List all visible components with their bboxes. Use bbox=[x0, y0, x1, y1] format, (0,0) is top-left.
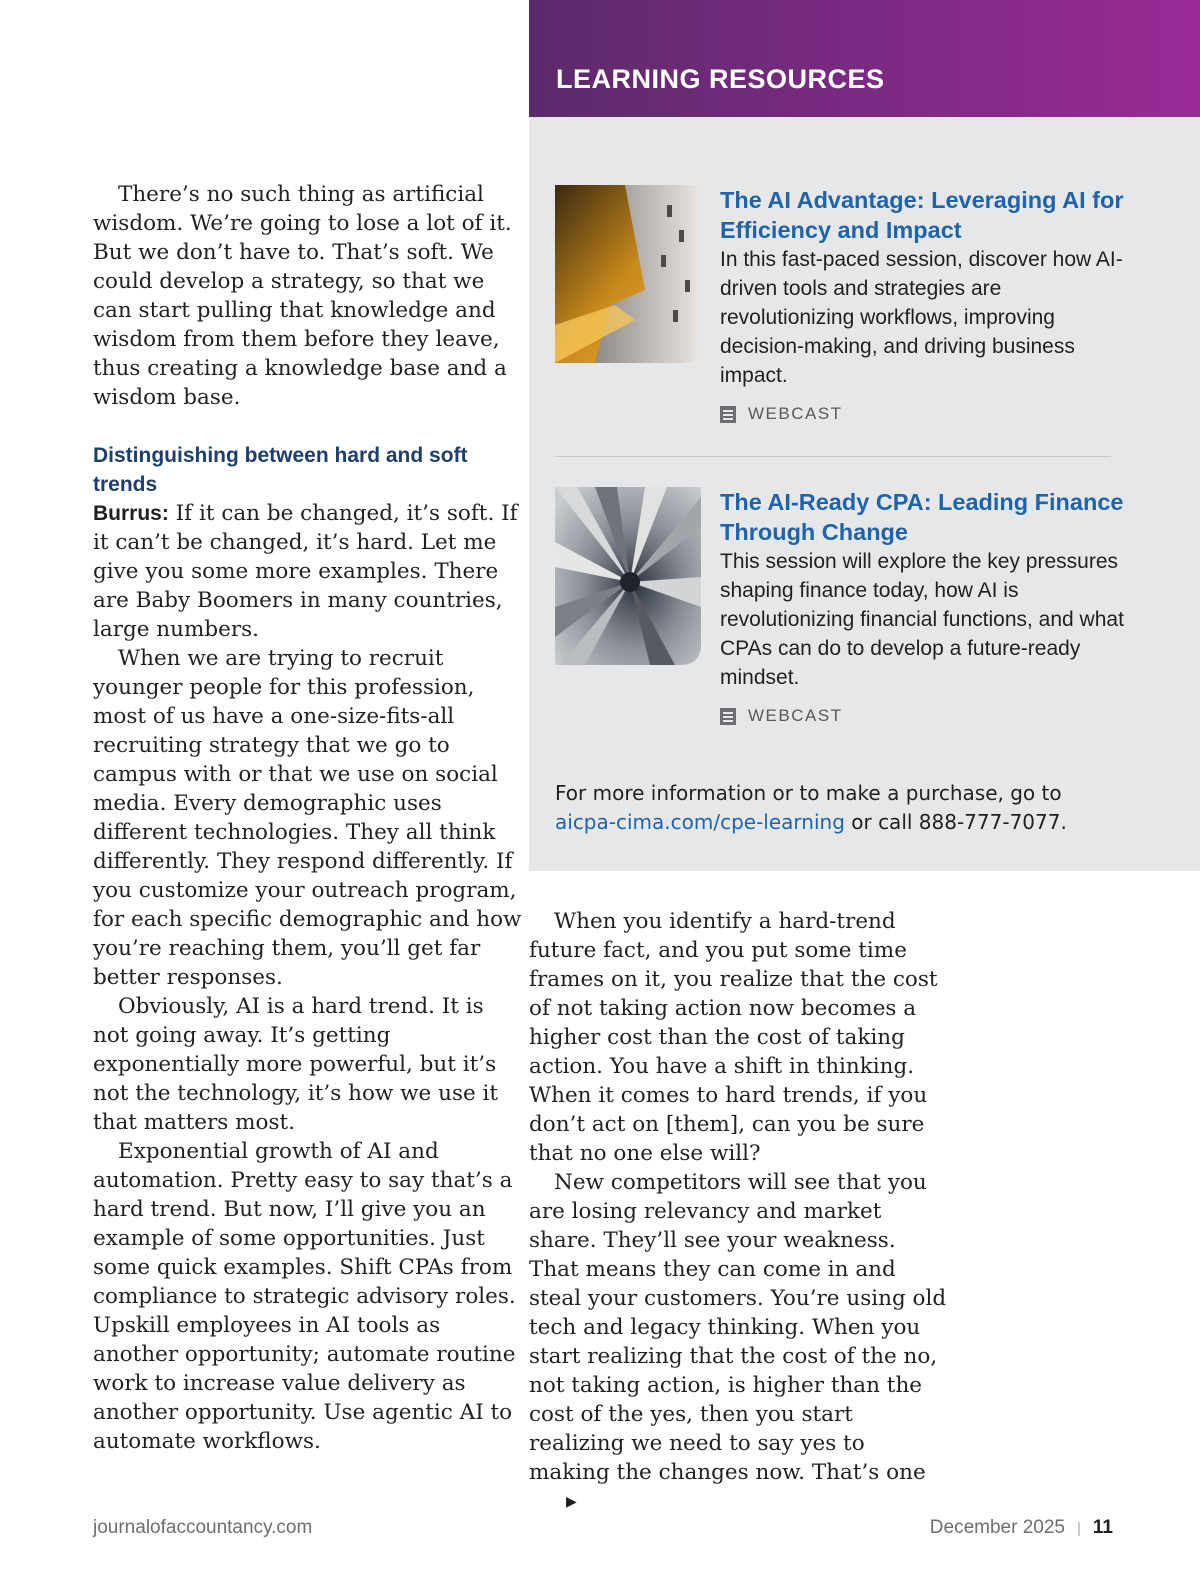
paragraph bbox=[93, 499, 523, 644]
continue-arrow-icon: ▶ bbox=[566, 1494, 577, 1510]
sidebar-header bbox=[529, 0, 1200, 117]
paragraph: When we are trying to recruit younger people for this profession, most of us have a one-size-fits-all recruiting strategy that we go to campus with or that we use on social media. Every demographic uses different technologies. They all think differently. They respond differently. If you customize your outreach program, for each specific demographic and how you’re reaching them, you’ll get far better responses. bbox=[93, 646, 522, 990]
resource-text bbox=[720, 185, 1125, 390]
paragraph: When you identify a hard-trend future fact, and you put some time frames on it, you realize that the cost of not taking action now becomes a higher cost than the cost of taking action. You have a shift in thinking. When it comes to hard trends, if you don’t act on [them], can you be sure that no one else will? bbox=[529, 909, 938, 1166]
sidebar-heading: LEARNING RESOURCES bbox=[556, 64, 885, 94]
resource-description: In this fast-paced session, discover how AI-driven tools and strategies are revolutionizing workflows, improving decision-making, and driving business impact. bbox=[720, 248, 1123, 387]
paragraph bbox=[529, 1168, 949, 1517]
resource-description: This session will explore the key pressures shaping finance today, how AI is revolutionizing financial functions, and what CPAs can do to develop a future-ready mindset. bbox=[720, 550, 1124, 689]
resource-item[interactable] bbox=[555, 487, 1124, 737]
article-right-column bbox=[529, 907, 949, 1517]
section-subhead: Distinguishing between hard and soft trends bbox=[93, 444, 468, 496]
resource-thumbnail[interactable] bbox=[555, 487, 701, 665]
paragraph: Exponential growth of AI and automation. Pretty easy to say that’s a hard trend. But now, I’ll give you an example of some opportunities. Just some quick examples. Shift CPAs from compliance to strategic advisory roles. Upskill employees in AI tools as another opportunity; automate routine work to increase value delivery as another opportunity. Use agentic AI to automate workflows. bbox=[93, 1139, 516, 1454]
article-left-column bbox=[93, 180, 523, 1456]
paragraph: Obviously, AI is a hard trend. It is not going away. It’s getting exponentially more powerful, but it’s not the technology, it’s how we use it that matters most. bbox=[93, 994, 499, 1135]
resource-tag bbox=[720, 706, 843, 726]
resource-title[interactable]: The AI-Ready CPA: Leading Finance Through Change bbox=[720, 489, 1124, 545]
paragraph: There’s no such thing as artificial wisdom. We’re going to lose a lot of it. But we don’t have to. That’s soft. We could develop a strategy, so that we can start pulling that knowledge and wisdom from them before they leave, thus creating a knowledge base and a wisdom base. bbox=[93, 182, 512, 410]
resource-thumbnail[interactable] bbox=[555, 185, 701, 363]
footer-separator: | bbox=[1077, 1519, 1081, 1537]
resource-tag bbox=[720, 404, 843, 424]
more-info-phone: or call 888-777-7077. bbox=[844, 810, 1067, 834]
divider bbox=[555, 456, 1111, 457]
resource-tag-label: WEBCAST bbox=[748, 404, 843, 423]
paragraph-text: New competitors will see that you are losing relevancy and market share. They’ll see your weakness. That means they can come in and steal your customers. You’re using old tech and legacy thinking. When you start realizing that the cost of the no, not taking action, is higher than the cost of the yes, then you start realizing we need to say yes to making the changes now. That’s one bbox=[529, 1170, 947, 1485]
page-number: 11 bbox=[1092, 1517, 1113, 1538]
footer-issue-date: December 2025 bbox=[929, 1517, 1065, 1538]
more-info-text bbox=[555, 779, 1165, 837]
footer-issue bbox=[930, 1517, 1113, 1539]
resource-tag-label: WEBCAST bbox=[748, 706, 843, 725]
learning-resources-sidebar bbox=[529, 0, 1200, 871]
more-info-link[interactable]: aicpa-cima.com/cpe-learning bbox=[555, 810, 845, 834]
resource-title[interactable]: The AI Advantage: Leveraging AI for Efficiency and Impact bbox=[720, 187, 1124, 243]
resource-text bbox=[720, 487, 1125, 692]
footer-site[interactable]: journalofaccountancy.com bbox=[93, 1517, 313, 1538]
document-icon bbox=[720, 708, 736, 725]
paragraph-text: If it can be changed, it’s soft. If it can’t be changed, it’s hard. Let me give you some more examples. There are Baby Boomers in many countries, large numbers. bbox=[93, 501, 518, 642]
resource-item[interactable] bbox=[555, 185, 1124, 435]
document-icon bbox=[720, 406, 736, 423]
more-info-lead: For more information or to make a purchase, go to bbox=[555, 781, 1062, 805]
speaker-label: Burrus: bbox=[93, 502, 169, 525]
